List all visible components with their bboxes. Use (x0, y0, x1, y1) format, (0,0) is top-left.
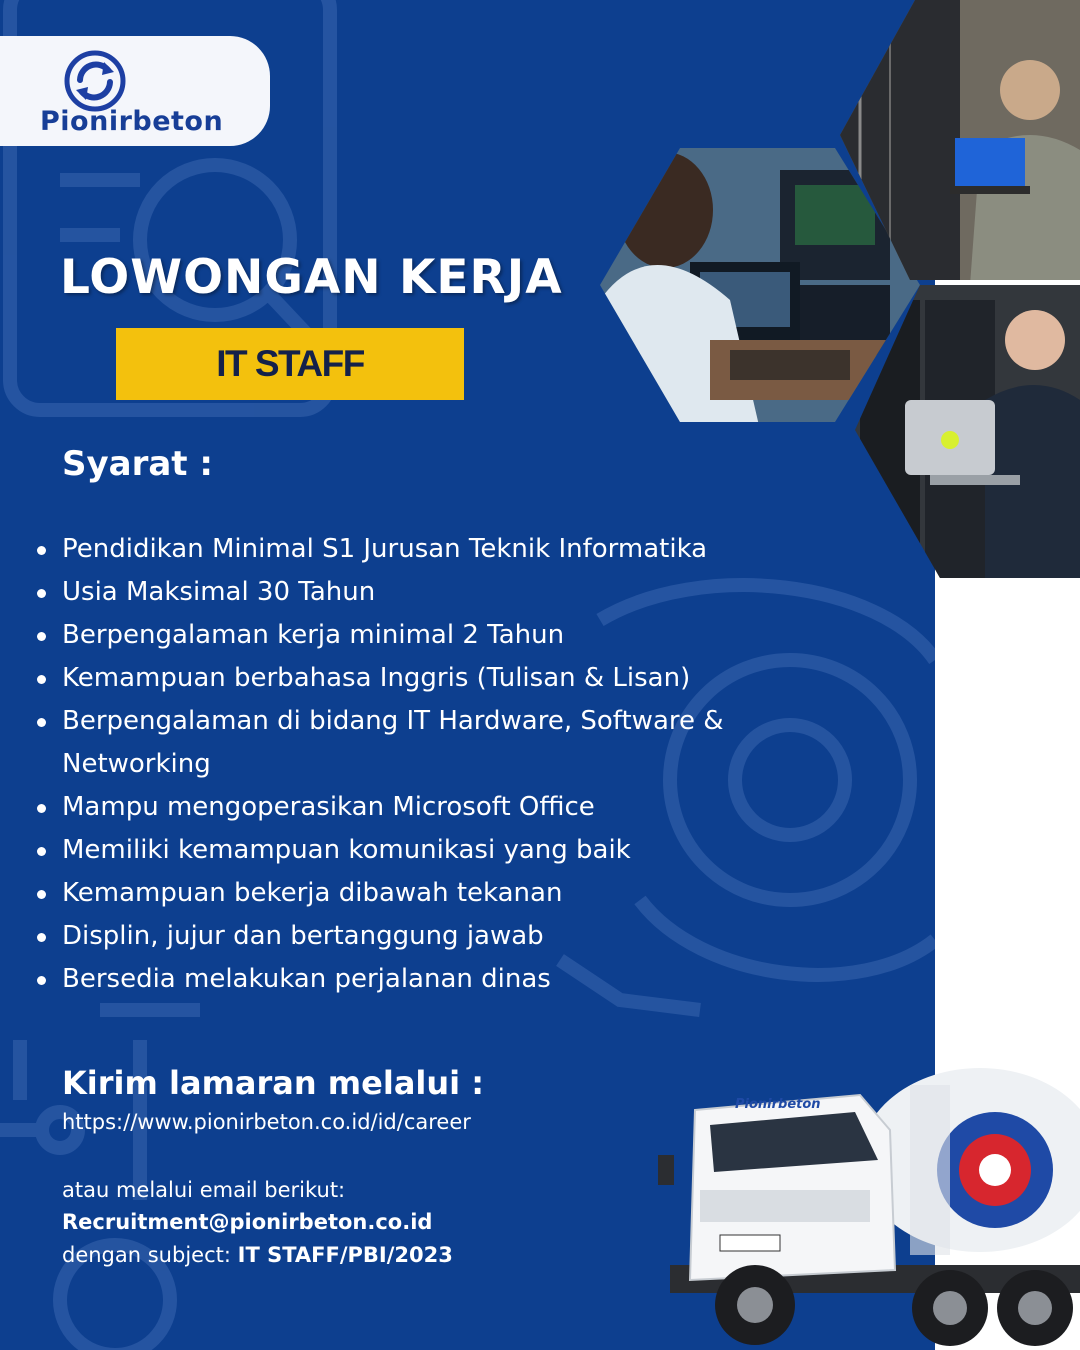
career-link[interactable]: https://www.pionirbeton.co.id/id/career (62, 1110, 471, 1134)
logo-icon (64, 50, 126, 112)
position-badge (116, 328, 464, 400)
list-item: Mampu mengoperasikan Microsoft Office (34, 786, 794, 829)
apply-title: Kirim lamaran melalui : (62, 1064, 485, 1102)
it-photo-collage (590, 0, 1080, 580)
list-item: Displin, jujur dan bertanggung jawab (34, 915, 794, 958)
truck-brand-text: Pionirbeton (735, 1097, 821, 1112)
list-item: Usia Maksimal 30 Tahun (34, 571, 794, 614)
subject-label: dengan subject: (62, 1243, 231, 1267)
headline: LOWONGAN KERJA (60, 250, 563, 305)
list-item: Bersedia melakukan perjalanan dinas (34, 958, 794, 1001)
list-item: Berpengalaman di bidang IT Hardware, Software & Networking (34, 700, 794, 786)
email-subject-line (62, 1243, 453, 1267)
requirements-list (34, 528, 794, 1001)
list-item: Berpengalaman kerja minimal 2 Tahun (34, 614, 794, 657)
requirements-title: Syarat : (62, 444, 213, 484)
list-item: Pendidikan Minimal S1 Jurusan Teknik Informatika (34, 528, 794, 571)
list-item: Memiliki kemampuan komunikasi yang baik (34, 829, 794, 872)
subject-value: IT STAFF/PBI/2023 (237, 1243, 453, 1267)
list-item: Kemampuan bekerja dibawah tekanan (34, 872, 794, 915)
list-item: Kemampuan berbahasa Inggris (Tulisan & Lisan) (34, 657, 794, 700)
email-intro: atau melalui email berikut: (62, 1178, 346, 1202)
concrete-mixer-truck-image (650, 1040, 1080, 1350)
brand-name: Pionirbeton (40, 106, 224, 137)
recruitment-email-link[interactable]: Recruitment@pionirbeton.co.id (62, 1210, 433, 1234)
position-label: IT STAFF (216, 343, 364, 384)
